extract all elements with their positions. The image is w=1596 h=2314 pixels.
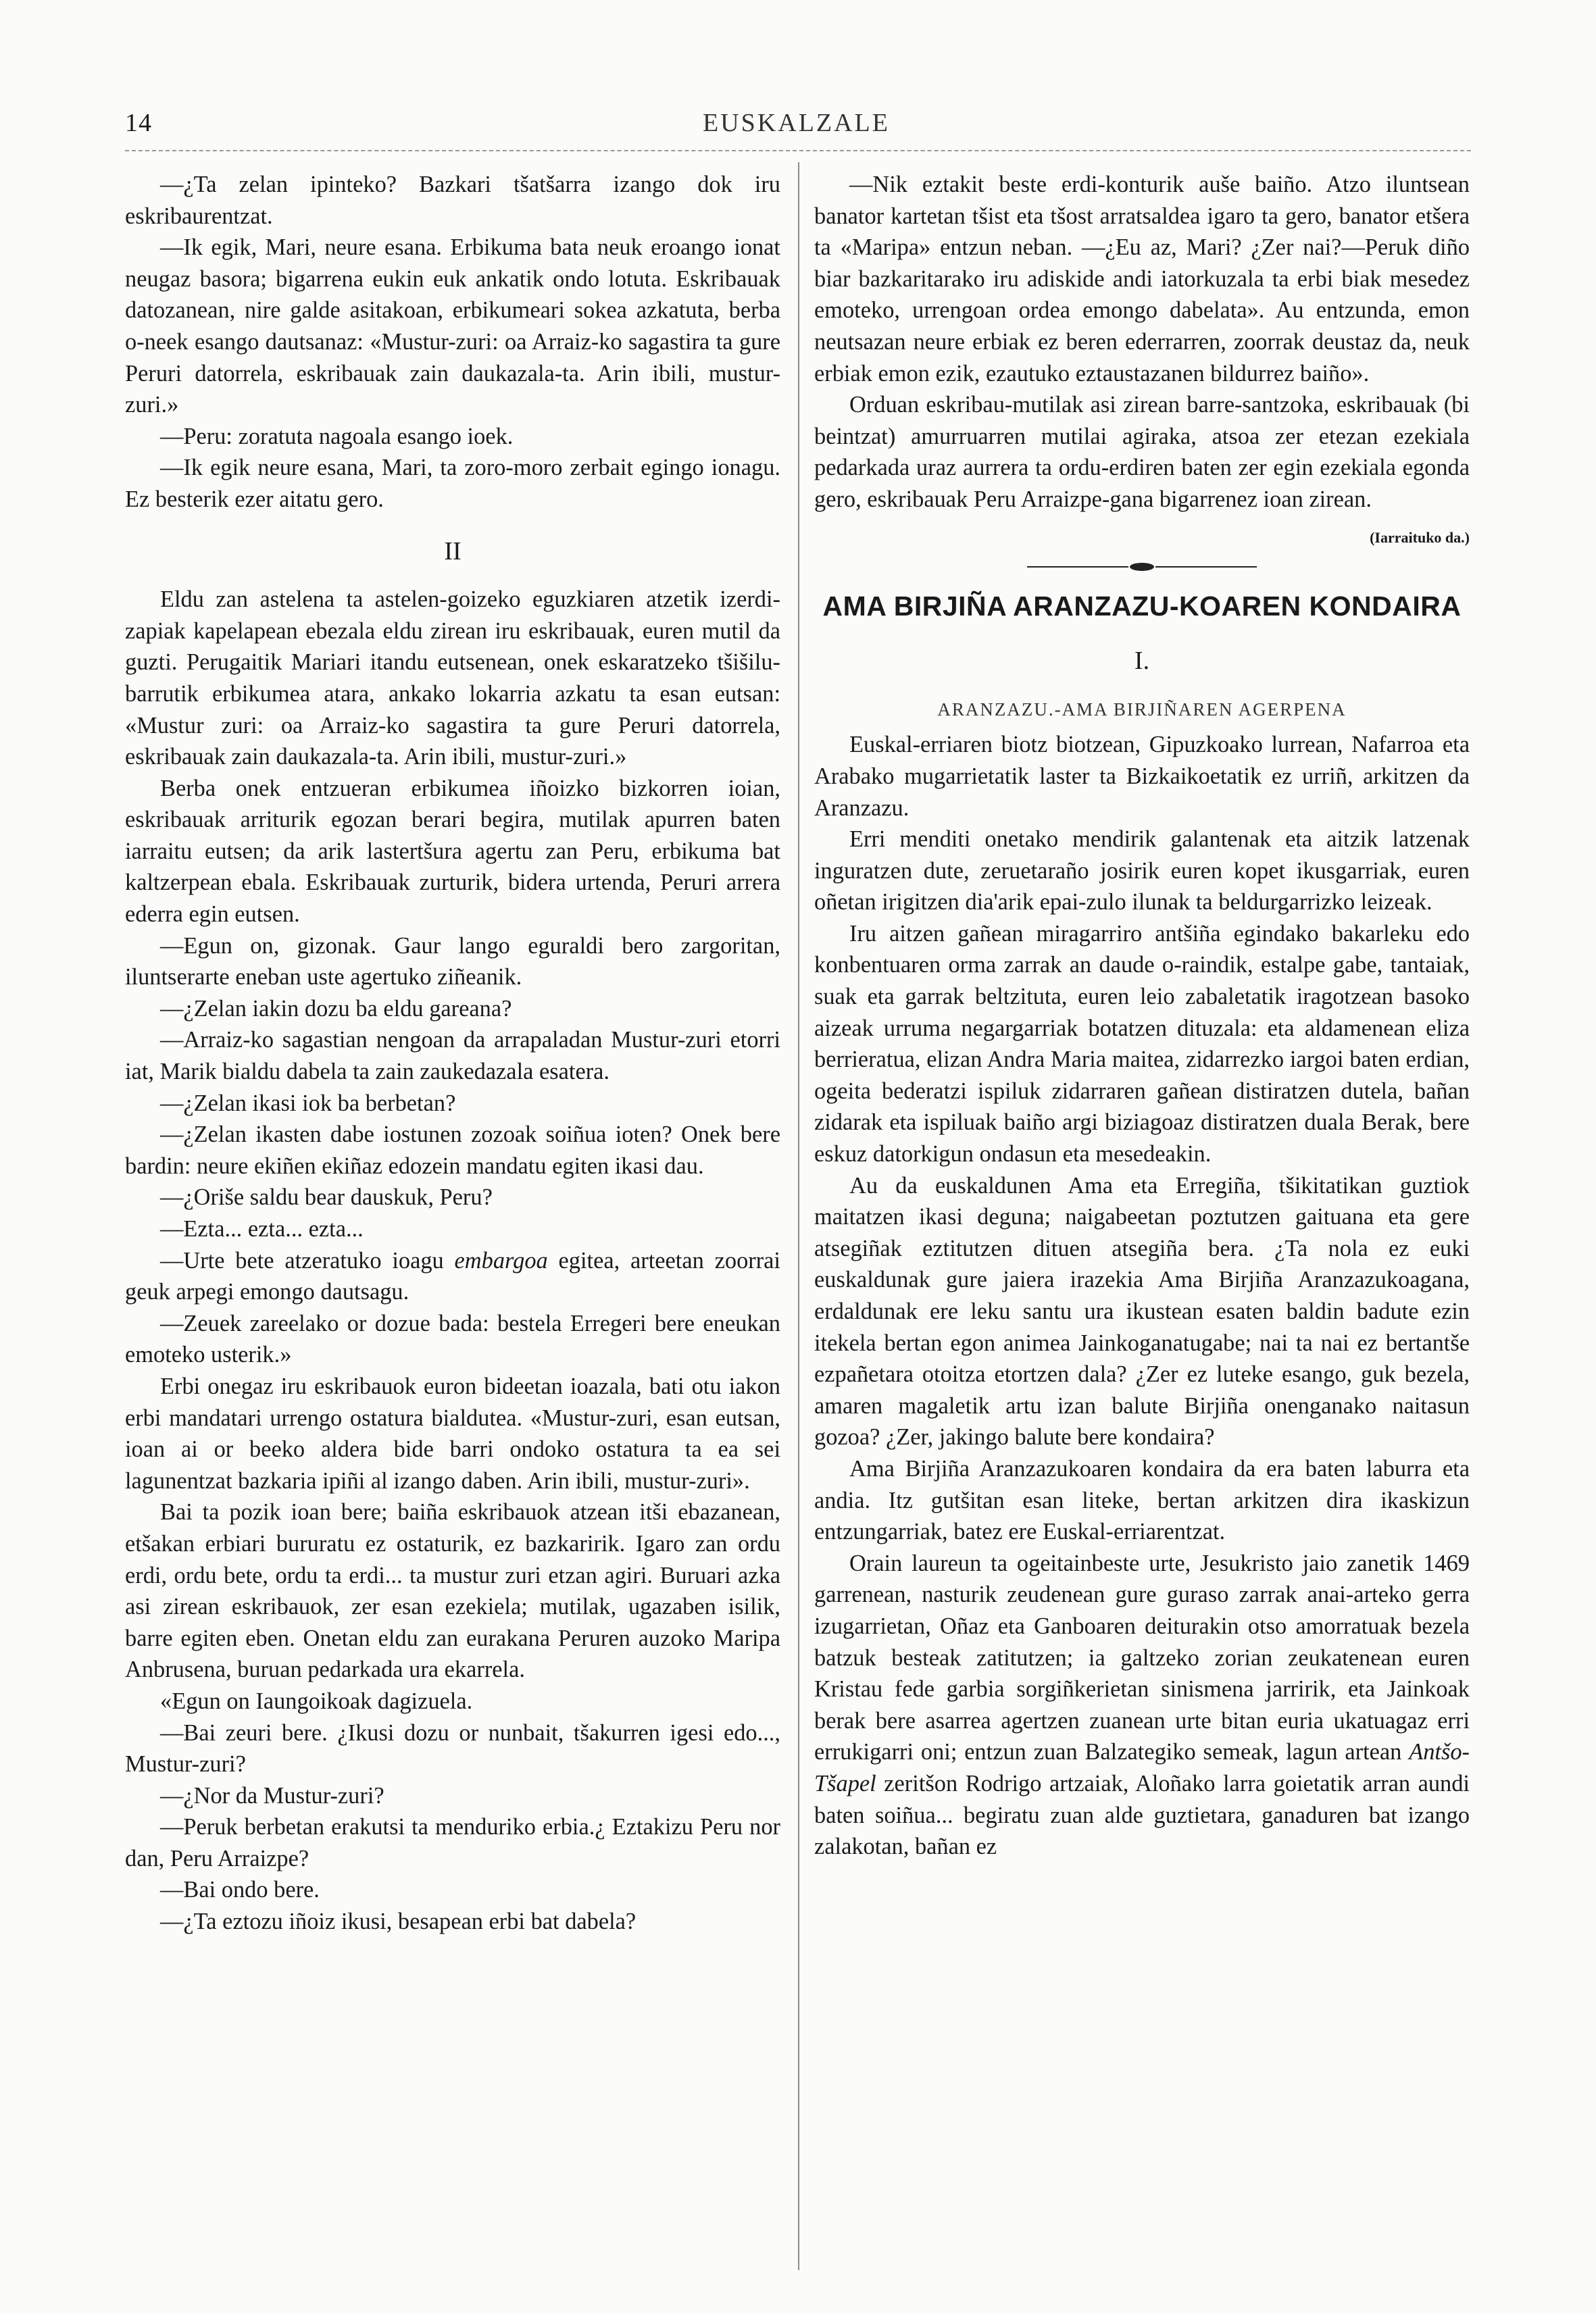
paragraph: —Ezta... ezta... ezta... xyxy=(160,1216,364,1242)
paragraph: —Nik eztakit beste erdi-konturik auše baiño. Atzo iluntsean banator kartetan tšist eta tšost arratsaldea igaro ta gero, banator etšera ta «Maripa» entzun neban. —¿Eu az, Mari? ¿Zer nai?—Peruk diño biar bazkaritarako iru adiskide andi iatorkuzala ta erbi biak mesedez emoteko, urrengoan ordea emongo dabelata». Au entzunda, emon neutsazan neure erbiak ez beren ederrarren, zoorrak deustaz da, neuk erbiak emon ezik, ezautuko eztaustazanen bildurrez baiño». xyxy=(814,172,1470,386)
paragraph: —Bai ondo bere. xyxy=(160,1877,320,1903)
paragraph: —Urte bete atzeratuko ioagu embargoa egitea, arteetan zoorrai geuk arpegi emongo dautsagu. xyxy=(125,1247,780,1305)
paragraph: —Arraiz-ko sagastian nengoan da arrapaladan Mustur-zuri etorri iat, Marik bialdu dabela ta zain zaukedazala esatera. xyxy=(125,1027,780,1085)
paragraph: «Egun on Iaungoikoak dagizuela. xyxy=(160,1688,473,1714)
paragraph: Berba onek entzueran erbikumea iñoizko bizkorren ioian, eskribauak arriturik egozan berari begira, mutilak apurren baten iarraitu eutsen; da arik lastertšura agertu zan Peru, erbikuma bat kaltzerpean ebala. Eskribauak zurturik, bidera urtenda, Peruri arrera ederra egin eutsen. xyxy=(125,775,780,928)
paragraph: Bai ta pozik ioan bere; baiña eskribauok atzean itši ebazanean, etšakan erbiari bururatu ez ostaturik, ez bazkaririk. Igaro zan ordu erdi, ordu bete, ordu ta erdi... ta mustur zuri etzan agiri. Buruari azka asi zirean eskribauok, zer esan ezekiela; mutilak, ugazaben isilik, barre egiten eben. Onetan eldu zan eurakana Peruren auzoko Maripa Anbrusena, buruan pedarkada ura ekarrela. xyxy=(125,1499,780,1683)
page-header xyxy=(125,108,1468,149)
paragraph: —¿Zelan iakin dozu ba eldu gareana? xyxy=(160,995,512,1022)
continued-note: (Iarraituko da.) xyxy=(1370,528,1470,546)
paragraph: —Peruk berbetan erakutsi ta menduriko erbia.¿ Eztakizu Peru nor dan, Peru Arraizpe? xyxy=(125,1814,780,1871)
right-paragraphs-after xyxy=(814,729,1470,1862)
ornament-divider xyxy=(814,559,1470,575)
left-paragraphs-after xyxy=(125,584,780,1938)
column-divider xyxy=(798,162,799,2270)
right-column xyxy=(814,169,1470,1863)
paragraph: Iru aitzen gañean miragarriro antšiña egindako bakarleku edo konbentuaren orma zarrak an daude o-raindik, estalpe gabe, tantaiak, suak eta garrak beltzituta, euren leio zabaletatik iragotzean basoko aizeak urruma negargarriak botatzen dituzala: eta aldamenean eliza berrieratua, elizan Andra Maria maitea, zidarrezko iargoi baten erdian, ogeita bederatzi ispiluk zidarraren gañean distiratzen dutela, bañan zidarak eta ispiluak baiño argi biziagoaz distiratzen duala Berak, bere eskuz datorkigun ondasun eta mesedeakin. xyxy=(814,920,1470,1167)
paragraph: Erbi onegaz iru eskribauok euron bideetan ioazala, bati otu iakon erbi mandatari urrengo ostatura bialdutea. «Mustur-zuri, esan eutsan, ioan ai or beeko aldera bide barri ondoko ostatura ta ea sei lagunentzat bazkaria ipiñi al izango daben. Arin ibili, mustur-zuri». xyxy=(125,1373,780,1494)
article-subtitle: ARANZAZU.-AMA BIRJIÑAREN AGERPENA xyxy=(937,699,1347,720)
paragraph: —Zeuek zareelako or dozue bada: bestela Erregeri bere eneukan emoteko usterik.» xyxy=(125,1310,780,1368)
paragraph: —Egun on, gizonak. Gaur lango eguraldi bero zargoritan, iluntserarte eneban uste agertuko ziñeanik. xyxy=(125,932,780,990)
paragraph: Au da euskaldunen Ama eta Erregiña, tšikitatikan guztiok maitatzen ikasi deguna; naigabeetan poztutzen gaituana eta gere atsegiñak eztitutzen dituen atsegiña bera. ¿Ta nola ez euki euskaldunak gure jaiera irazekia Ama Birjiña Aranzazukoagana, erdaldunak ere leku santu ura ikustean esaten baldin badute ezin itekela bertan egon animea Jainkoganatugabe; nai ta nai ez bertantše ezpañetara otoitza etortzen dala? ¿Zer ez luteke esango, guk bezela, amaren magaletik artu izan balute Birjiña onenganako naitasun gozoa? ¿Zer, jakingo balute bere kondaira? xyxy=(814,1172,1470,1451)
paragraph: —Bai zeuri bere. ¿Ikusi dozu or nunbait, tšakurren igesi edo..., Mustur-zuri? xyxy=(125,1719,780,1778)
paragraph: —¿Ta zelan ipinteko? Bazkari tšatšarra izango dok iru eskribaurentzat. xyxy=(125,172,780,229)
right-paragraphs xyxy=(814,169,1470,515)
running-title: EUSKALZALE xyxy=(703,109,890,137)
paragraph: —¿Nor da Mustur-zuri? xyxy=(160,1782,384,1809)
page-number: 14 xyxy=(125,109,152,137)
paragraph: —¿Oriše saldu bear dauskuk, Peru? xyxy=(160,1184,493,1211)
article-section-number: I. xyxy=(1134,647,1150,676)
paragraph: —Peru: zoratuta nagoala esango ioek. xyxy=(160,423,514,449)
paragraph: Orduan eskribau-mutilak asi zirean barre-santzoka, eskribauak (bi beintzat) amurruarren mutilai agiraka, atsoa zer etezan ezekiala pedarkada uraz aurrera ta ordu-erdiren baten zer egin ezekiala egonda gero, eskribauak Peru Arraizpe-gana bigarrenez ioan zirean. xyxy=(814,392,1470,512)
paragraph: Eldu zan astelena ta astelen-goizeko eguzkiaren atzetik izerdi-zapiak kapelapean ebezala eldu zirean iru eskribauak, euren mutil da guzti. Perugaitik Mariari itandu eutsenean, onek eskaratzeko tšišilu-barrutik erbikumea atara, ankako lokarria azkatu ta esan eutsan: «Mustur zuri: oa Arraiz-ko sagastira ta gure Peruri datorrela, eskribauak zain daukazala-ta. Arin ibili, mustur-zuri.» xyxy=(125,586,780,770)
paragraph: Orain laureun ta ogeitainbeste urte, Jesukristo jaio zanetik 1469 garrenean, nasturik zeudenean gure guraso zarrak anai-arteko gerra izugarrietan, Oñaz eta Ganboaren deiturakin otso amorratuak bezela batzuk besteak zatitutzen; ia galtzeko zorian zeukatenean euren Kristau fede garbia sorgiñkerietan sinismena jarririk, eta Jainkoak berak bere asarrea agertzen zuanean urte bitan euria ukatuagaz erri errukigarri oni; entzun zuan Balzategiko semeak, lagun artean Antšo-Tšapel zeritšon Rodrigo artzaiak, Aloñako larra goietatik arran aundi baten soiñua... begiratu zuan alde guztietara, ganaduren bat izango zalakotan, bañan ez xyxy=(814,1550,1470,1860)
paragraph: —¿Zelan ikasi iok ba berbetan? xyxy=(160,1090,456,1116)
section-number: II xyxy=(444,536,462,565)
paragraph: Euskal-erriaren biotz biotzean, Gipuzkoako lurrean, Nafarroa eta Arabako mugarrietatik laster ta Bizkaikoetatik ez urriñ, arkitzen da Aranzazu. xyxy=(814,732,1470,821)
article-title: AMA BIRJIÑA ARANZAZU-KOAREN KONDAIRA xyxy=(822,590,1462,622)
header-rule xyxy=(125,150,1471,151)
paragraph: —Ik egik neure esana, Mari, ta zoro-moro zerbait egingo ionagu. Ez besterik ezer aitatu gero. xyxy=(125,455,780,512)
paragraph: —Ik egik, Mari, neure esana. Erbikuma bata neuk eroango ionat neugaz basora; bigarrena eukin euk ankatik ondo lotuta. Eskribauak datozanean, nire galde asitakoan, erbikumeari sokea azkatuta, berba o-neek esango dautsanaz: «Mustur-zuri: oa Arraiz-ko sagastira ta gure Peruri datorrela, eskribauak zain daukazala-ta. Arin ibili, mustur-zuri.» xyxy=(125,234,780,418)
paragraph: Erri menditi onetako mendirik galantenak eta aitzik latzenak inguratzen dute, zeruetaraño josirik euren kopet ikusgarriak, euren oñetan irigitzen dia'arik epai-zulo ilunak ta beldurgarrizko leizeak. xyxy=(814,826,1470,915)
left-paragraphs xyxy=(125,169,780,515)
ornament-icon xyxy=(1020,560,1264,574)
paragraph: —¿Zelan ikasten dabe iostunen zozoak soiñua ioten? Onek bere bardin: neure ekiñen ekiñaz edozein mandatu egiten ikasi dau. xyxy=(125,1122,780,1179)
left-column xyxy=(125,169,780,1938)
paragraph: —¿Ta eztozu iñoiz ikusi, besapean erbi bat dabela? xyxy=(160,1909,637,1935)
paragraph: Ama Birjiña Aranzazukoaren kondaira da era baten laburra eta andia. Itz gutšitan esan liteke, bertan arkitzen dira ikaskizun entzungarriak, batez ere Euskal-erriarentzat. xyxy=(814,1455,1470,1545)
